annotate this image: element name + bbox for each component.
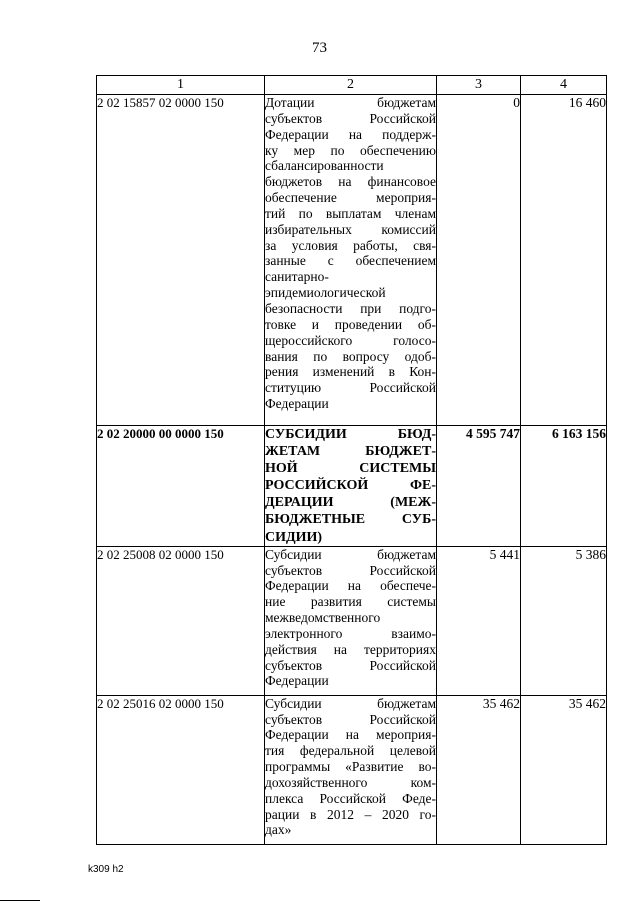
text-line: Федерации на обеспече- (265, 578, 436, 594)
value-column-3: 5 441 (437, 546, 521, 695)
text-line: дохозяйственного ком- (265, 774, 436, 790)
text-line: субъектов Российской (265, 110, 436, 126)
table-header-row (97, 76, 607, 95)
budget-table (96, 75, 607, 845)
text-line: Федерации на поддерж- (265, 126, 436, 142)
text-line: за условия работы, свя- (265, 237, 436, 253)
text-line: занные с обеспечением (265, 253, 436, 269)
text-line: щероссийского голосо- (265, 332, 436, 348)
table-row (97, 426, 607, 547)
budget-code: 2 02 25016 02 0000 150 (97, 695, 265, 844)
value-column-3: 35 462 (437, 695, 521, 844)
text-line: ДЕРАЦИИ (МЕЖ- (265, 495, 436, 511)
text-line: безопасности при подго- (265, 300, 436, 316)
text-line: тий по выплатам членам (265, 205, 436, 221)
text-line: Федерации (265, 673, 329, 689)
text-line: РОССИЙСКОЙ ФЕ- (265, 478, 436, 494)
text-line: рения изменений в Кон- (265, 364, 436, 380)
budget-code: 2 02 15857 02 0000 150 (97, 95, 265, 426)
text-line: Федерации (265, 396, 329, 412)
text-line: тия федеральной целевой (265, 743, 436, 759)
text-line: рации в 2012 – 2020 го- (265, 806, 436, 822)
text-line: эпидемиологической (265, 285, 386, 301)
text-line: Федерации на мероприя- (265, 727, 436, 743)
text-line: СИДИИ) (265, 529, 323, 545)
table-row (97, 695, 607, 844)
budget-item-name (265, 95, 437, 426)
column-header-3: 3 (437, 76, 521, 95)
text-line: санитарно- (265, 269, 329, 285)
table-row (97, 546, 607, 695)
text-line: действия на территориях (265, 641, 436, 657)
text-line: Субсидии бюджетам (265, 546, 436, 562)
text-line: ституцию Российской (265, 380, 436, 396)
value-column-4: 5 386 (521, 546, 607, 695)
text-line: Субсидии бюджетам (265, 695, 436, 711)
column-header-2: 2 (265, 76, 437, 95)
value-column-4: 6 163 156 (521, 426, 607, 547)
text-line: программы «Развитие во- (265, 759, 436, 775)
text-line: субъектов Российской (265, 711, 436, 727)
text-line: субъектов Российской (265, 562, 436, 578)
text-line: вания по вопросу одоб- (265, 348, 436, 364)
value-column-3: 0 (437, 95, 521, 426)
document-code: k309 h2 (88, 864, 124, 875)
text-line: бюджетов на финансовое (265, 174, 436, 190)
text-line: сбалансированности (265, 158, 384, 174)
value-column-3: 4 595 747 (437, 426, 521, 547)
text-line: СУБСИДИИ БЮД- (265, 427, 436, 442)
table-row (97, 95, 607, 426)
footer-rule (0, 900, 40, 901)
column-header-1: 1 (97, 76, 265, 95)
text-line: электронного взаимо- (265, 625, 436, 641)
budget-item-name (265, 695, 437, 844)
text-line: субъектов Российской (265, 657, 436, 673)
text-line: избирательных комиссий (265, 221, 436, 237)
text-line: Дотации бюджетам (265, 95, 436, 110)
budget-code: 2 02 20000 00 0000 150 (97, 426, 265, 547)
text-line: дах» (265, 822, 292, 838)
budget-item-name (265, 546, 437, 695)
text-line: ку мер по обеспечению (265, 142, 436, 158)
text-line: ние развития системы (265, 594, 436, 610)
value-column-4: 35 462 (521, 695, 607, 844)
text-line: товке и проведении об- (265, 316, 436, 332)
text-line: НОЙ СИСТЕМЫ (265, 461, 436, 477)
text-line: обеспечение мероприя- (265, 190, 436, 206)
budget-item-name (265, 426, 437, 547)
text-line: БЮДЖЕТНЫЕ СУБ- (265, 512, 436, 528)
column-header-4: 4 (521, 76, 607, 95)
text-line: ЖЕТАМ БЮДЖЕТ- (265, 444, 436, 460)
text-line: плекса Российской Феде- (265, 790, 436, 806)
budget-code: 2 02 25008 02 0000 150 (97, 546, 265, 695)
page-number: 73 (312, 40, 327, 56)
value-column-4: 16 460 (521, 95, 607, 426)
text-line: межведомственного (265, 610, 381, 626)
